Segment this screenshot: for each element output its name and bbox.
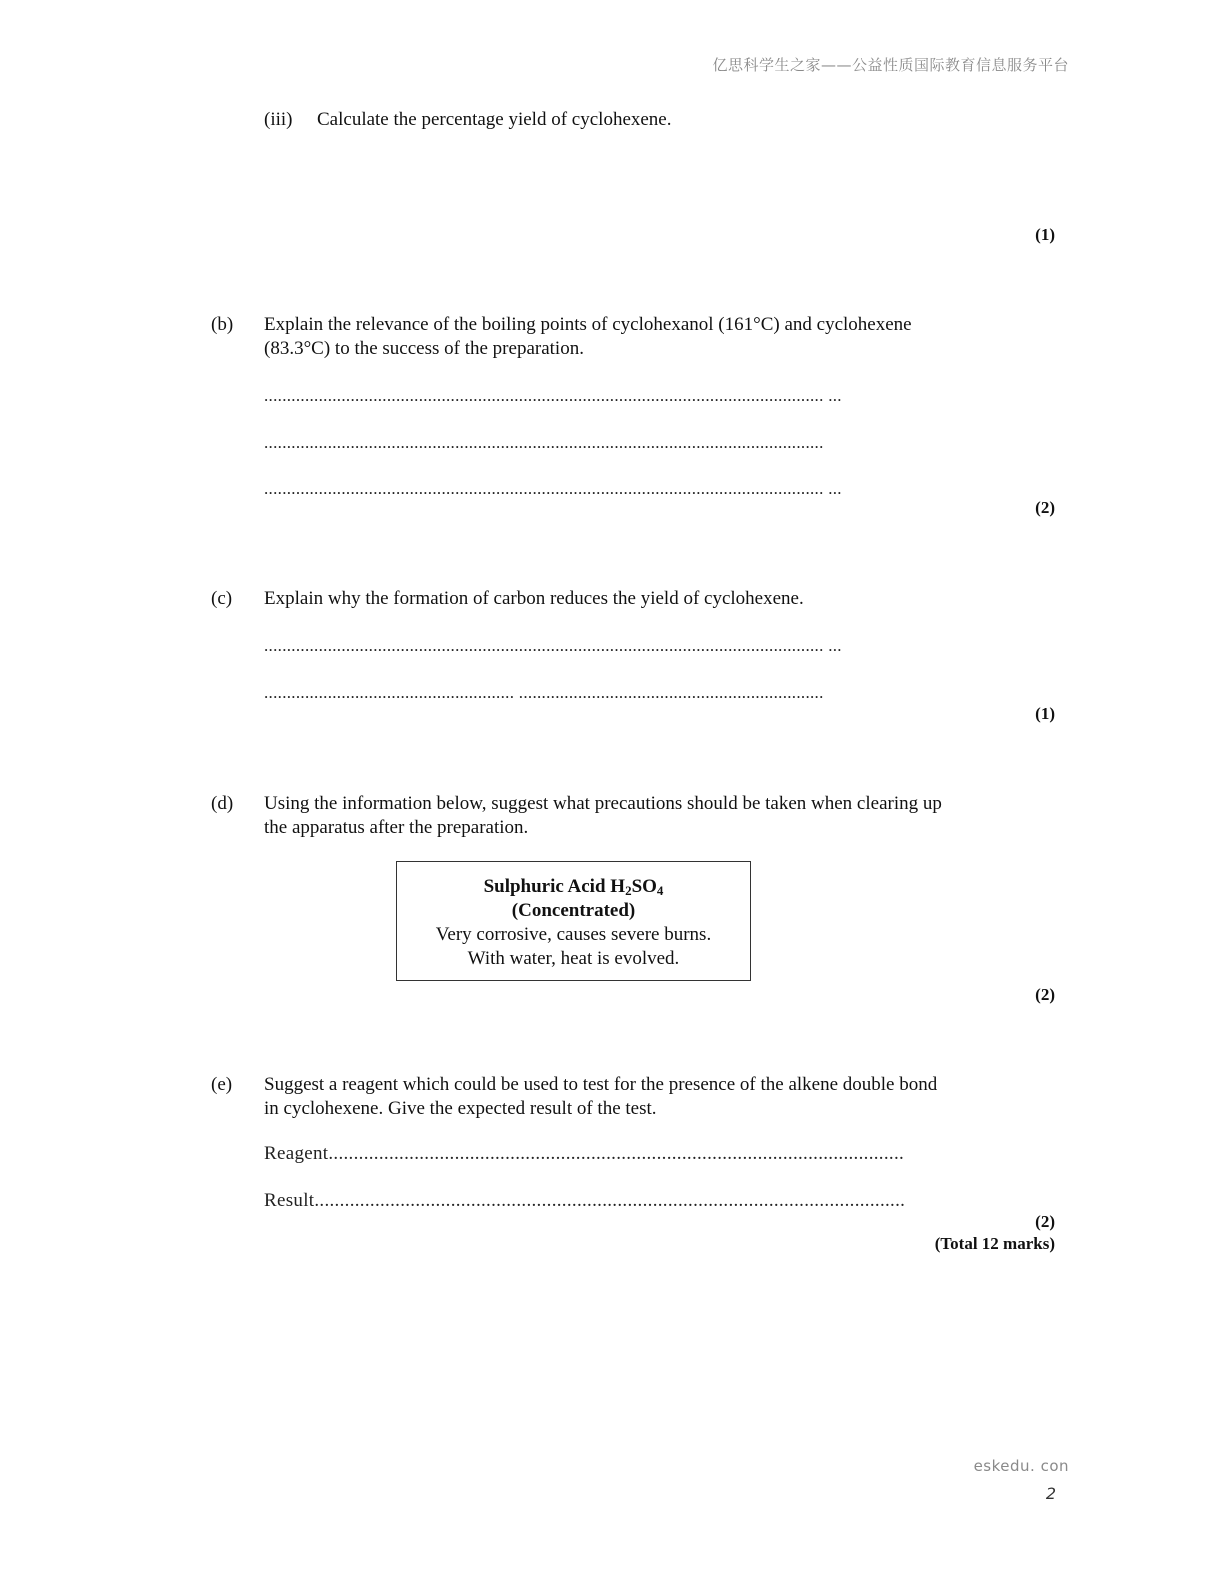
part-d-question-line1: Using the information below, suggest what precautions should be taken when clearing up [264,793,942,814]
part-b-question-line2: (83.3°C) to the success of the preparation. [264,338,584,359]
part-iii-marks: (1) [1035,225,1055,244]
part-c-answer-line-1[interactable]: ........................................................................................................................... ... [264,636,842,655]
hazard-title-sub2: 4 [656,883,664,898]
part-d-marks: (2) [1035,985,1055,1004]
part-b-answer-line-1[interactable]: ........................................................................................................................... ... [264,386,842,405]
part-c-question: Explain why the formation of carbon reduces the yield of cyclohexene. [264,588,804,609]
part-e-question-line2: in cyclohexene. Give the expected result of the test. [264,1098,657,1119]
hazard-title-prefix: Sulphuric Acid H [483,876,626,897]
hazard-subtitle: (Concentrated) [511,900,636,921]
part-d-question-line2: the apparatus after the preparation. [264,817,529,838]
part-b-answer-line-2[interactable]: ........................................................................................................................... [264,433,824,452]
hazard-info-box [396,861,751,981]
part-c-label: (c) [211,588,233,609]
part-b-question-line1: Explain the relevance of the boiling points of cyclohexanol (161°C) and cyclohexene [264,314,912,335]
part-e-label: (e) [211,1074,233,1095]
part-b-marks: (2) [1035,498,1055,517]
footer-site: eskedu. con [973,1457,1069,1475]
hazard-line-1: Very corrosive, causes severe burns. [435,924,712,945]
reagent-answer-line[interactable]: Reagent.................................................................................................................. [264,1143,905,1164]
part-e-question-line1: Suggest a reagent which could be used to test for the presence of the alkene double bond [264,1074,938,1095]
result-answer-line[interactable]: Result..................................................................................................................... [264,1190,906,1211]
part-c-answer-line-2[interactable]: ....................................................... ................................................................... [264,683,824,702]
part-iii-question: Calculate the percentage yield of cyclohexene. [317,109,672,130]
part-iii-label: (iii) [264,109,293,130]
header-banner: 亿思科学生之家——公益性质国际教育信息服务平台 [712,56,1069,74]
hazard-title [397,875,750,899]
hazard-line-2: With water, heat is evolved. [467,948,680,969]
part-b-answer-line-3[interactable]: ........................................................................................................................... ... [264,479,842,498]
total-marks: (Total 12 marks) [934,1234,1055,1253]
page-number: 2 [1045,1484,1056,1503]
part-b-label: (b) [211,314,234,335]
part-d-label: (d) [211,793,234,814]
part-c-marks: (1) [1035,704,1055,723]
hazard-title-mid: SO [631,876,657,897]
hazard-title-sub1: 2 [625,883,632,898]
part-e-marks: (2) [1035,1212,1055,1231]
